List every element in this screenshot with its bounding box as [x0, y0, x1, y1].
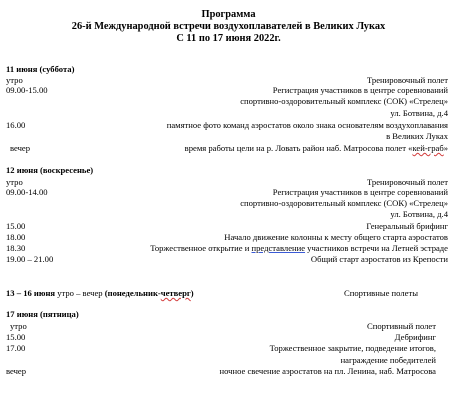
event-text: в Великих Луках [386, 131, 448, 141]
underlined-word: представление [251, 243, 306, 253]
event-text: Генеральный брифинг [366, 221, 448, 231]
event-text: Тренировочный полет [367, 177, 448, 187]
time-cell: 19.00 – 21.00 [6, 254, 54, 264]
event-text [150, 243, 448, 253]
event-text: ночное свечение аэростатов на пл. Ленина, наб. Матросова [219, 366, 436, 376]
event-title: 26-й Международной встречи воздухоплавателей в Великих Луках [71, 21, 386, 32]
time-cell: 15.00 [6, 332, 26, 342]
event-text: награждение победителей [340, 355, 436, 365]
time-cell: вечер [6, 366, 27, 376]
event-text [185, 143, 448, 153]
time-cell: 17.00 [6, 343, 26, 353]
time-cell: утро [6, 75, 23, 85]
day-heading-12: 12 июня (воскресенье) [6, 165, 94, 175]
time-cell: 09.00-15.00 [6, 85, 48, 95]
event-text: спортивно-оздоровительный комплекс (СОК) «Стрелец» [240, 96, 448, 106]
time-cell: 09.00-14.00 [6, 187, 48, 197]
event-text: Спортивный полет [367, 321, 436, 331]
misspelled-word: кей-граб [412, 143, 444, 153]
program-title: Программа [201, 9, 256, 20]
time-cell: утро [10, 321, 27, 331]
event-text: Общий старт аэростатов из Крепости [310, 254, 448, 264]
day-heading-11: 11 июня (суббота) [6, 64, 75, 74]
weekday-range-close: ) [190, 288, 194, 298]
time-range: утро – вечер [55, 288, 105, 298]
time-cell: 16.00 [6, 120, 26, 130]
time-cell: 18.00 [6, 232, 26, 242]
event-text: Торжественное закрытие, подведение итогов, [269, 343, 436, 353]
time-cell: вечер [10, 143, 31, 153]
event-text: Регистрация участников в центре соревнований [272, 85, 448, 95]
date-range: 13 – 16 июня [6, 288, 56, 298]
day-heading-13-16 [6, 288, 194, 298]
event-text: ул. Ботвина, д.4 [390, 108, 448, 118]
event-text: Начало движение колонны к месту общего старта аэростатов [224, 232, 448, 242]
event-text: Тренировочный полет [367, 75, 448, 85]
event-text-part: время работы цели на р. Ловать район наб. Матросова полет « [184, 143, 413, 153]
event-text-part: Торжественное открытие и [150, 243, 252, 253]
event-text: Дебрифинг [394, 332, 436, 342]
event-text: памятное фото команд аэростатов около знака основателям воздухоплавания [166, 120, 448, 130]
time-cell: 15.00 [6, 221, 26, 231]
time-cell: 18.30 [6, 243, 26, 253]
time-cell: утро [6, 177, 23, 187]
event-text: Регистрация участников в центре соревнований [272, 187, 448, 197]
day-heading-17: 17 июня (пятница) [6, 309, 79, 319]
event-text-part: участников встречи на Летней эстраде [305, 243, 448, 253]
misspelled-word: четверг [160, 288, 191, 298]
event-text: Спортивные полеты [344, 288, 418, 298]
event-text-part: » [443, 143, 448, 153]
event-text: ул. Ботвина, д.4 [390, 209, 448, 219]
event-text: спортивно-оздоровительный комплекс (СОК) «Стрелец» [240, 198, 448, 208]
weekday-range: (понедельник- [104, 288, 161, 298]
event-dates: С 11 по 17 июня 2022г. [176, 33, 281, 44]
